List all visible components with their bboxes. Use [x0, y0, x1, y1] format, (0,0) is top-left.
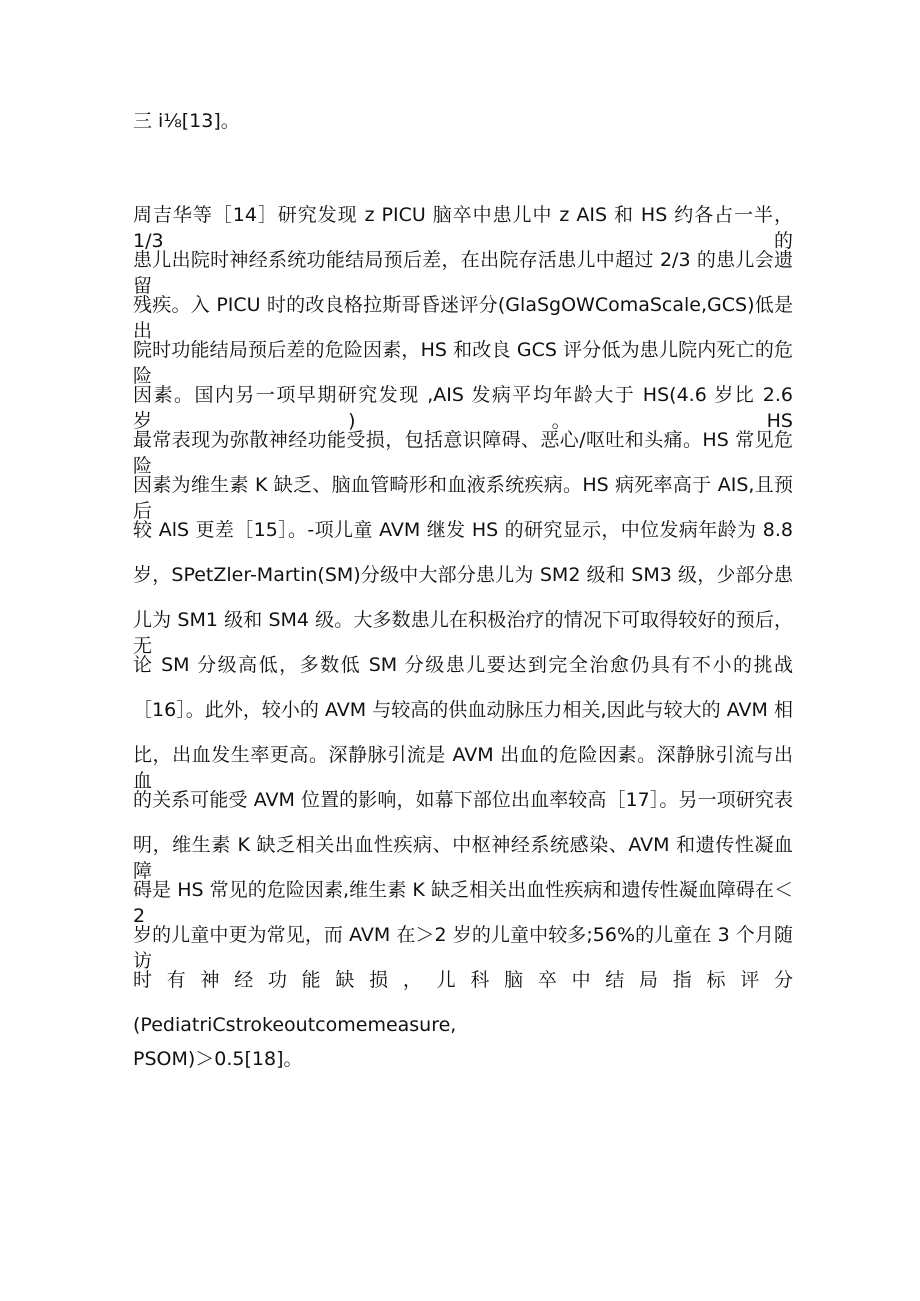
paragraph-line-18: 时有神经功能缺损，儿科脑卒中结局指标评分 — [133, 969, 793, 991]
paragraph-line-14: 的关系可能受 AVM 位置的影响，如幕下部位出血率较高［17］。另一项研究表 — [133, 789, 793, 811]
paragraph-line-15: 明，维生素 K 缺乏相关出血性疾病、中枢神经系统感染、AVM 和遗传性凝血障 — [133, 834, 793, 882]
paragraph-line-7: 因素为维生素 K 缺乏、脑血管畸形和血液系统疾病。HS 病死率高于 AIS,且预后 — [133, 474, 793, 522]
paragraph-line-6: 最常表现为弥散神经功能受损，包括意识障碍、恶心/呕吐和头痛。HS 常见危险 — [133, 429, 793, 477]
paragraph-line-4: 院时功能结局预后差的危险因素，HS 和改良 GCS 评分低为患儿院内死亡的危险 — [133, 339, 793, 387]
paragraph-line-12: ［16］。此外，较小的 AVM 与较高的供血动脉压力相关,因此与较大的 AVM 相 — [133, 699, 793, 721]
paragraph-line-17: 岁的儿童中更为常见，而 AVM 在＞2 岁的儿童中较多;56%的儿童在 3 个月随访 — [133, 924, 793, 972]
paragraph-line-10: 儿为 SM1 级和 SM4 级。大多数患儿在积极治疗的情况下可取得较好的预后，无 — [133, 609, 793, 657]
paragraph-line-8: 较 AlS 更差［15］。-项儿童 AVM 继发 HS 的研究显示，中位发病年龄为 8.8 — [133, 519, 793, 541]
paragraph-line-20: PSOM)＞0.5[18]。 — [133, 1048, 303, 1070]
paragraph-line-19: (PediatriCstrokeoutcomemeasure, — [133, 1014, 457, 1036]
paragraph-line-1: 周吉华等［14］研究发现 z PICU 脑卒中患儿中 z AIS 和 HS 约各占一半，1/3 的 — [133, 204, 793, 252]
paragraph-line-13: 比，出血发生率更高。深静脉引流是 AVM 出血的危险因素。深静脉引流与出血 — [133, 744, 793, 792]
paragraph-line-5: 因素。国内另一项早期研究发现 ,AIS 发病平均年龄大于 HS(4.6 岁比 2.6 岁)。HS — [133, 384, 793, 432]
paragraph-line-9: 岁，SPetZler-Martin(SM)分级中大部分患儿为 SM2 级和 SM3 级，少部分患 — [133, 564, 793, 586]
paragraph-line-16: 碍是 HS 常见的危险因素,维生素 K 缺乏相关出血性疾病和遗传性凝血障碍在＜2 — [133, 879, 793, 927]
paragraph-line-11: 论 SM 分级高低，多数低 SM 分级患儿要达到完全治愈仍具有不小的挑战 — [133, 654, 793, 676]
paragraph-line-2: 患儿出院时神经系统功能结局预后差，在出院存活患儿中超过 2/3 的患儿会遗留 — [133, 249, 793, 297]
top-fragment-line: 三 i⅛[13]。 — [133, 110, 240, 132]
paragraph-line-3: 残疾。入 PICU 时的改良格拉斯哥昏迷评分(GlaSgOWComaScale,GCS)低是出 — [133, 294, 793, 342]
